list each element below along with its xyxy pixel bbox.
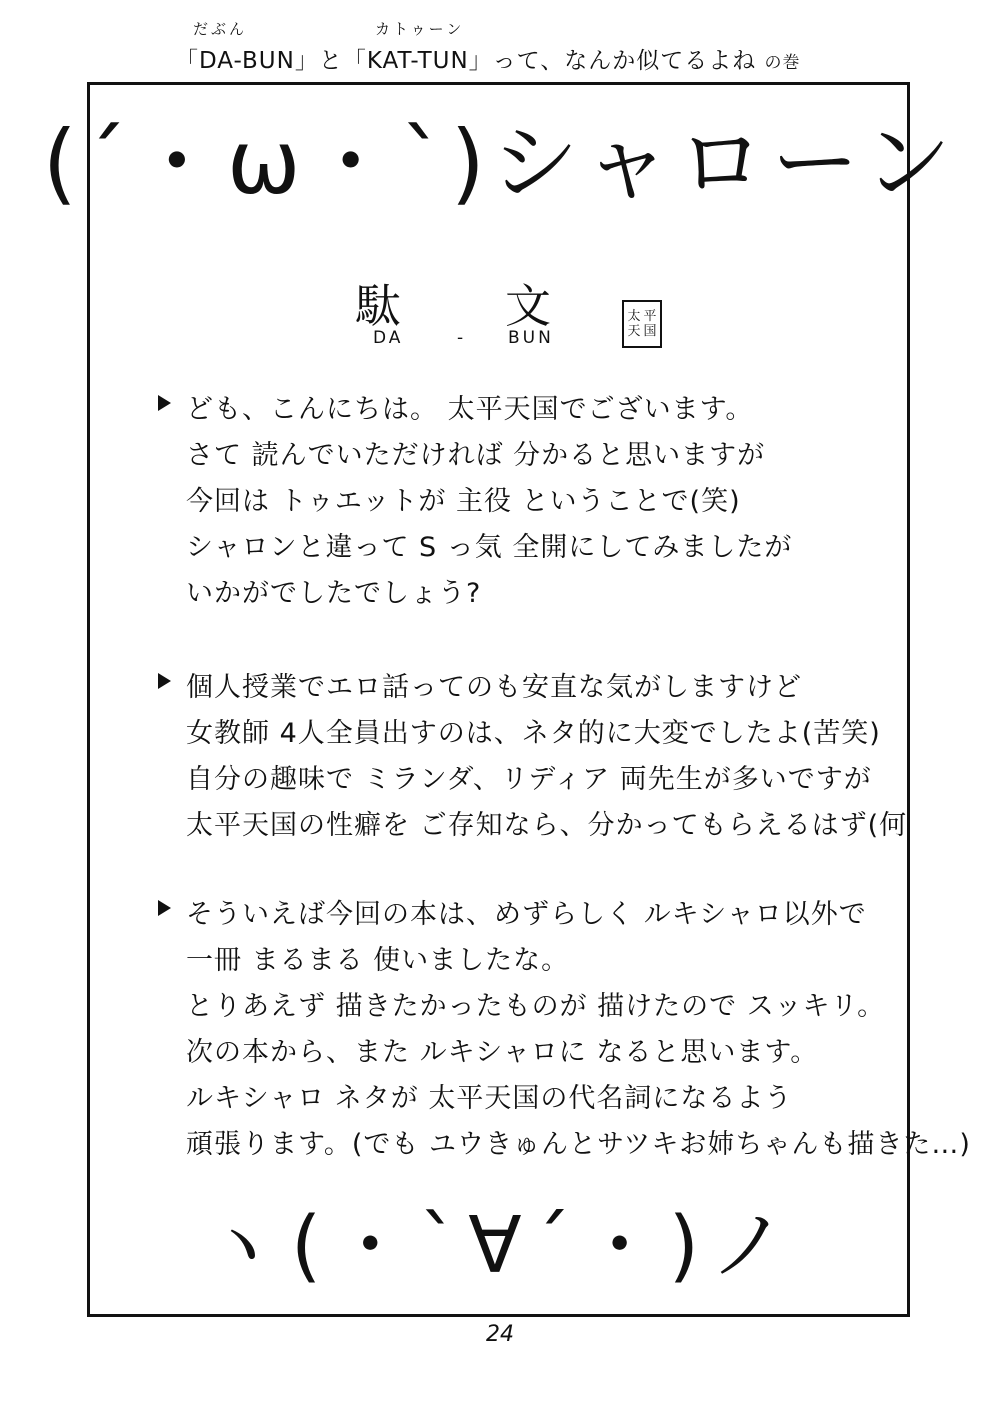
paragraph-line: 今回は トゥエットが 主役 ということで(笑) (186, 486, 741, 517)
paragraph-line: そういえば今回の本は、めずらしく ルキシャロ以外で (186, 899, 867, 930)
stamp-char: 国 (643, 324, 657, 339)
paragraph-line: さて 読んでいただければ 分かると思いますが (186, 440, 766, 471)
bullet-triangle-icon (158, 673, 171, 689)
paragraph-line: いかがでしたでしょう? (186, 578, 482, 609)
paragraph-line: シャロンと違って S っ気 全開にしてみましたが (186, 532, 793, 563)
bullet-triangle-icon (158, 900, 171, 916)
paragraph-line: 女教師 4人全員出すのは、ネタ的に大変でしたよ(苦笑) (186, 718, 881, 749)
header-main-text: 「DA-BUN」と「KAT-TUN」って、なんか似てるよね (175, 48, 757, 74)
paragraph-line: ども、こんにちは。 太平天国でございます。 (186, 394, 754, 425)
stamp-char: 太 (627, 309, 641, 324)
paragraph-1 (158, 387, 878, 617)
header-line (175, 42, 801, 75)
title-roman-bun: BUN (508, 328, 554, 348)
paragraph-line: 一冊 まるまる 使いましたな。 (186, 945, 570, 976)
title-roman-da: DA (373, 328, 404, 348)
page-number: 24 (486, 1322, 514, 1347)
ruby-kattun: カトゥーン (375, 20, 465, 38)
kaomoji-heading: (´・ω・`)シャローン (42, 111, 958, 214)
paragraph-line: ルキシャロ ネタが 太平天国の代名詞になるよう (186, 1083, 793, 1114)
paragraph-line: 太平天国の性癖を ご存知なら、分かってもらえるはず(何 (186, 810, 908, 841)
header-tail-text: の巻 (764, 53, 801, 73)
paragraph-2 (158, 665, 908, 849)
paragraph-line: 次の本から、また ルキシャロに なると思います。 (186, 1037, 819, 1068)
paragraph-line: とりあえず 描きたかったものが 描けたので スッキリ。 (186, 991, 886, 1022)
stamp-char: 平 (643, 309, 657, 324)
page-header (175, 18, 865, 78)
bullet-triangle-icon (158, 395, 171, 411)
stamp-char: 天 (627, 324, 641, 339)
title-kanji-da: 駄 (355, 279, 401, 333)
author-stamp (622, 300, 662, 348)
kaomoji-footer: ヽ(・`∀´・)ノ (202, 1201, 798, 1291)
ruby-dabun: だぶん (193, 20, 248, 38)
paragraph-line: 個人授業でエロ話ってのも安直な気がしますけど (186, 672, 802, 703)
title-roman-dash: - (457, 328, 467, 348)
paragraph-3 (158, 892, 971, 1168)
paragraph-line: 自分の趣味で ミランダ、リディア 両先生が多いですが (186, 764, 872, 795)
title-kanji-bun: 文 (505, 279, 551, 333)
paragraph-line: 頑張ります。(でも ユウきゅんとサツキお姉ちゃんも描きた…) (186, 1129, 971, 1160)
